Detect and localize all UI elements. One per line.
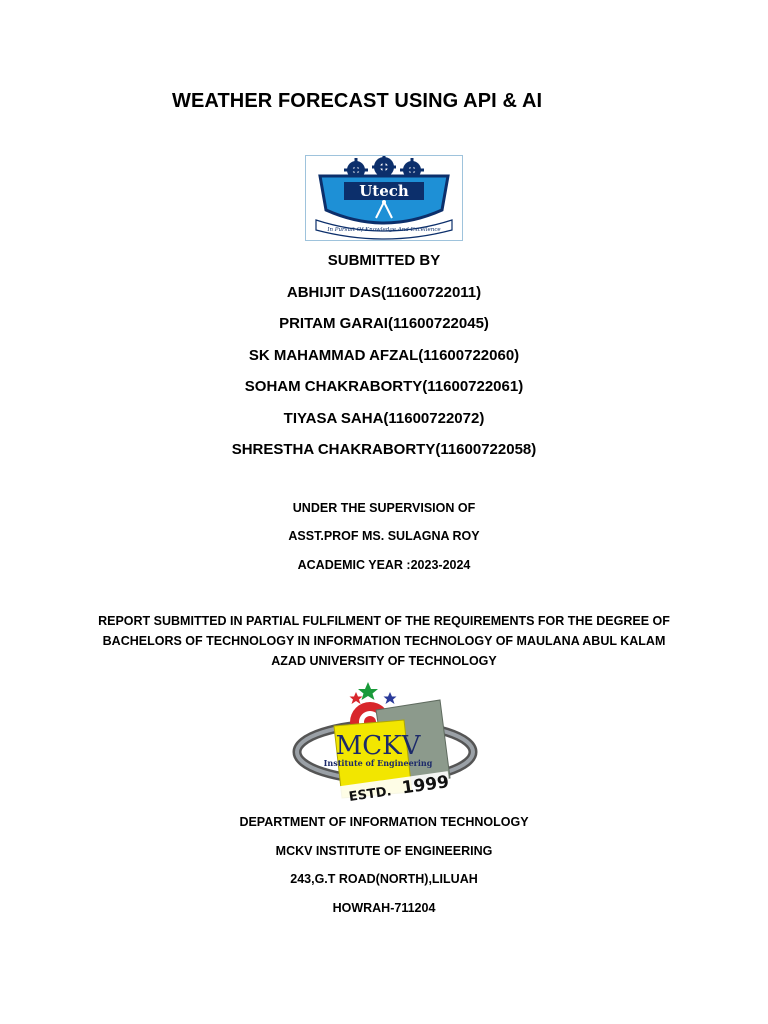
utech-logo-text: Utech (359, 182, 409, 200)
address-line: 243,G.T ROAD(NORTH),LILUAH (290, 872, 478, 886)
page-title: WEATHER FORECAST USING API & AI (172, 90, 543, 112)
student-name: PRITAM GARAI(11600722045) (279, 315, 489, 332)
star-icon (350, 692, 363, 704)
student-name: SK MAHAMMAD AFZAL(11600722060) (248, 347, 520, 364)
mckv-year: 1999 (400, 772, 451, 799)
mckv-logo-text: MCKV (335, 731, 421, 761)
supervision-label: UNDER THE SUPERVISION OF (292, 501, 476, 515)
mckv-logo-subtitle: Institute of Engineering (323, 758, 433, 768)
student-name: SOHAM CHAKRABORTY(11600722061) (244, 378, 524, 395)
institute-name: MCKV INSTITUTE OF ENGINEERING (275, 844, 493, 858)
department-name: DEPARTMENT OF INFORMATION TECHNOLOGY (239, 815, 529, 829)
student-name: TIYASA SAHA(11600722072) (283, 410, 485, 427)
utech-motto: In Pursuit Of Knowledge And Excellence (327, 227, 441, 233)
mckv-estd: ESTD. (347, 784, 393, 805)
student-name: SHRESTHA CHAKRABORTY(11600722058) (231, 441, 537, 458)
star-icon (384, 692, 397, 704)
utech-logo-graphic (306, 156, 462, 240)
student-name: ABHIJIT DAS(11600722011) (286, 284, 482, 301)
academic-year: ACADEMIC YEAR :2023-2024 (297, 558, 471, 572)
city-line: HOWRAH-711204 (332, 901, 436, 915)
supervisor-name: ASST.PROF MS. SULAGNA ROY (288, 529, 480, 543)
submitted-by-label: SUBMITTED BY (327, 252, 441, 269)
mckv-logo-graphic (290, 680, 480, 805)
mckv-logo (290, 680, 480, 805)
report-statement: REPORT SUBMITTED IN PARTIAL FULFILMENT OF THE REQUIREMENTS FOR THE DEGREE OF BACHELORS OF TECHNOLOGY IN INFORMATION TECHNOLOGY OF MAULANA ABUL KALAM AZAD UNIVERSITY OF TECHNOLOGY (98, 614, 670, 668)
utech-logo (305, 155, 463, 241)
